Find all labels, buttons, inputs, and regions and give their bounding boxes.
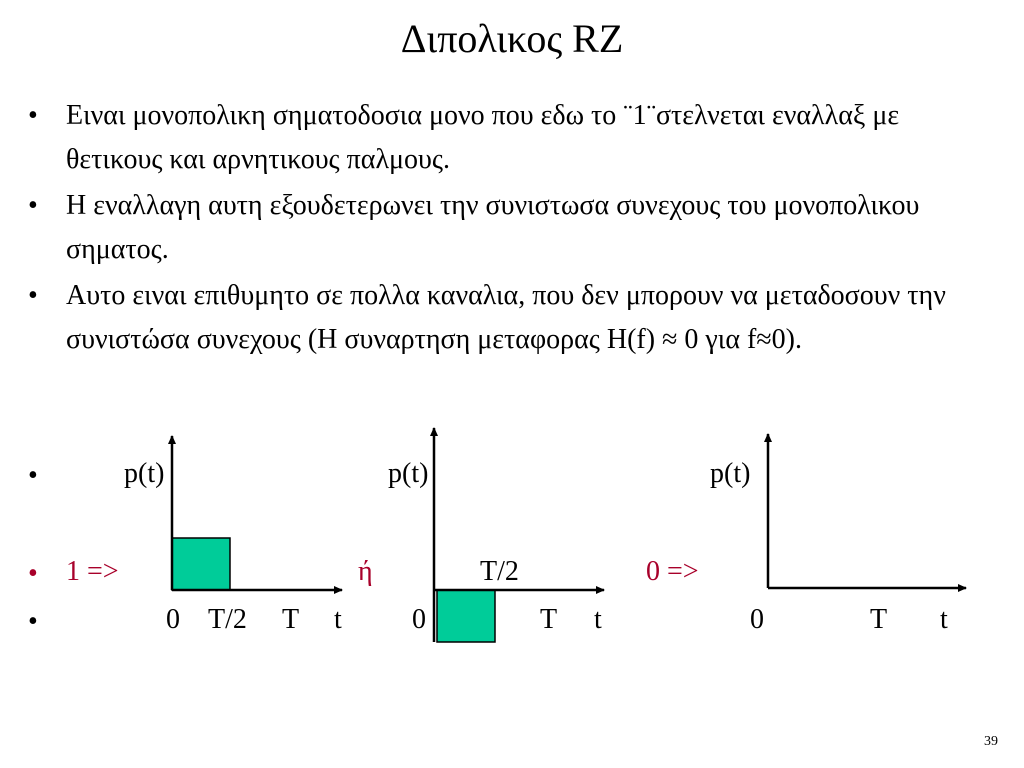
bullet-text-1: Ειναι μονοπολικη σηματοδοσια μονο που εδω το ¨1¨στελνεται εναλλαξ με θετικους και αρνητικους παλμους.: [66, 100, 900, 175]
one-label: 1 =>: [66, 556, 119, 587]
or-label: ή: [358, 556, 373, 587]
positive-pulse: [172, 538, 230, 590]
graph-zero: [768, 434, 966, 588]
bullet-marker: •: [28, 190, 38, 221]
tick-zero: 0: [412, 604, 426, 635]
tick-zero: 0: [166, 604, 180, 635]
ylabel-graph1: p(t): [124, 458, 165, 489]
bullet-text-3: Αυτο ειναι επιθυμητο σε πολλα καναλια, που δεν μπορουν να μεταδοσουν την συνιστώσα συνεχους (Η συναρτηση μεταφορας H(f) ≈ 0 για f≈0).: [66, 280, 946, 355]
tick-zero: 0: [750, 604, 764, 635]
bullet-marker: •: [28, 100, 38, 131]
page-number: 39: [984, 734, 998, 749]
bullet-marker: •: [28, 460, 38, 491]
bullet-text-2: Η εναλλαγη αυτη εξουδετερωνει την συνιστωσα συνεχους του μονοπολικου σηματος.: [66, 190, 920, 265]
tick-time: t: [594, 604, 602, 635]
tick-t: T: [540, 604, 558, 635]
bullet-marker: •: [28, 280, 38, 311]
tick-t-half: T/2: [208, 604, 247, 635]
slide-title: Διπολικος RZ: [400, 16, 624, 61]
t-half-label: T/2: [480, 556, 519, 587]
tick-time: t: [940, 604, 948, 635]
graph-one-pulse: [172, 436, 342, 590]
negative-pulse: [437, 590, 495, 642]
bullet-marker-red: •: [28, 558, 38, 589]
ylabel-graph3: p(t): [710, 458, 751, 489]
tick-t: T: [282, 604, 300, 635]
bullet-marker: •: [28, 606, 38, 637]
zero-label: 0 =>: [646, 556, 699, 587]
ylabel-graph2: p(t): [388, 458, 429, 489]
graph-negative-pulse: [434, 428, 604, 642]
tick-t: T: [870, 604, 888, 635]
tick-time: t: [334, 604, 342, 635]
